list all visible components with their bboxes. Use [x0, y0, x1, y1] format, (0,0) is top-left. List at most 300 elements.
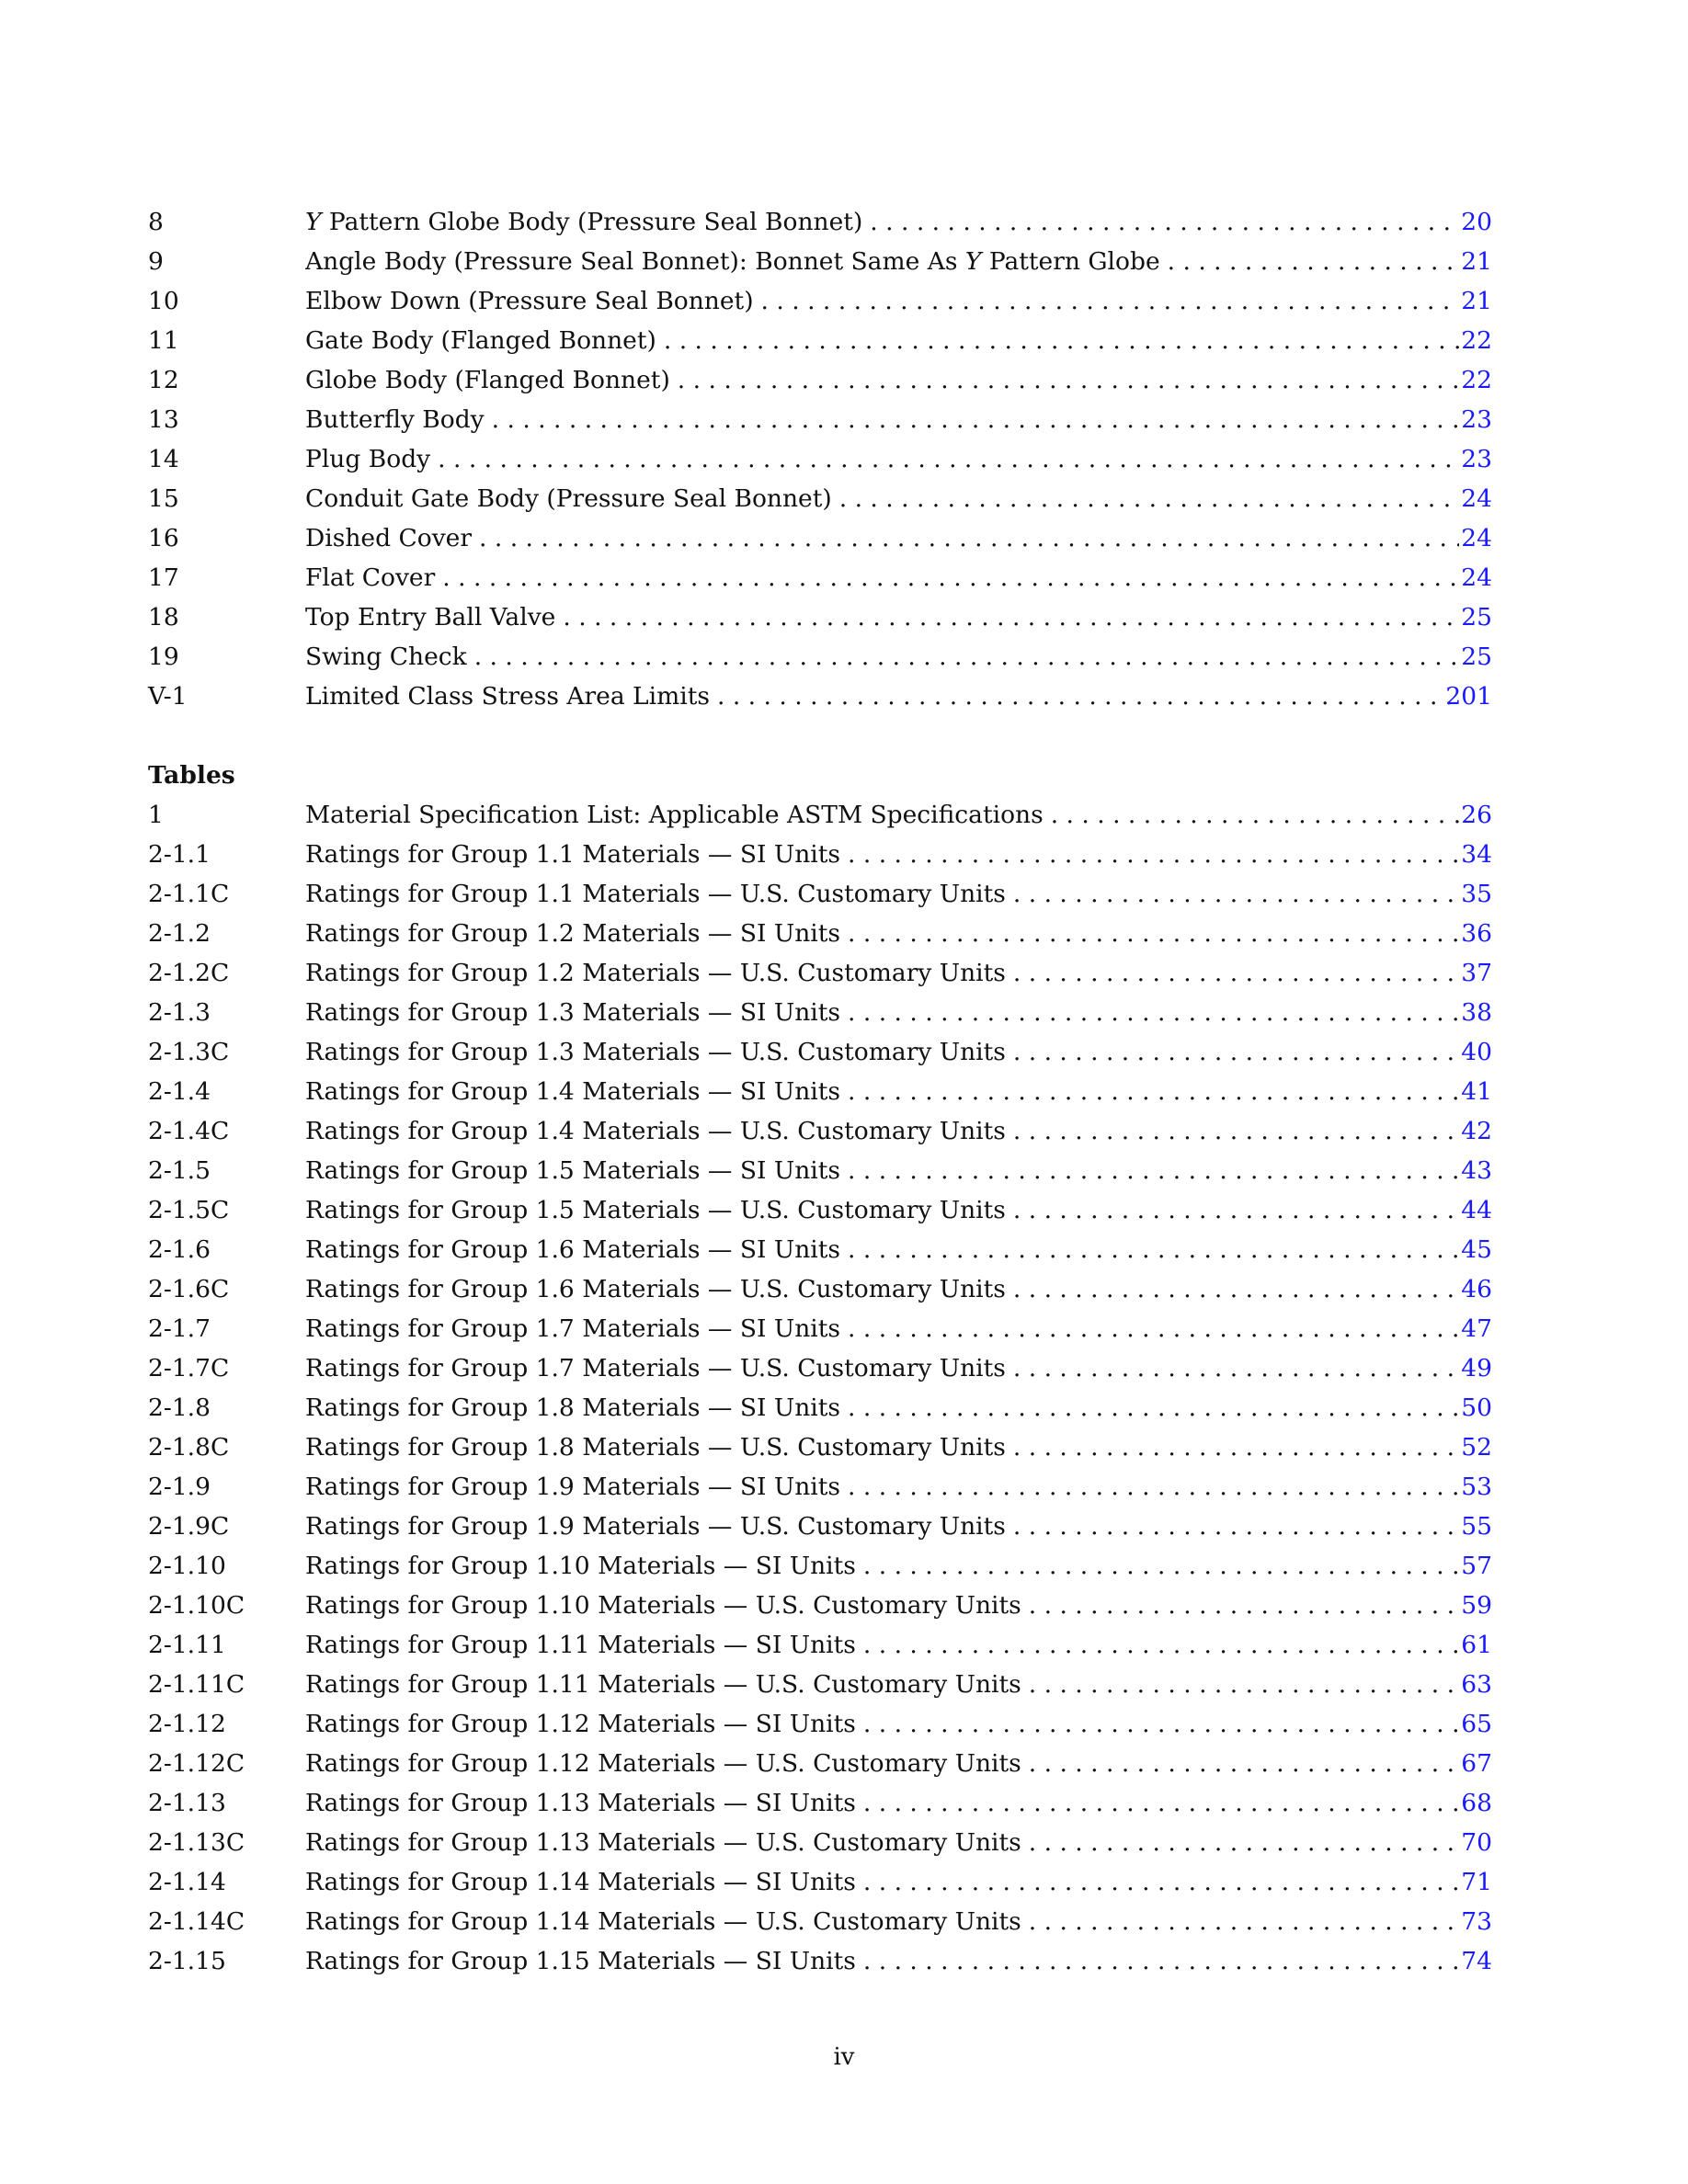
entry-title-wrap [305, 953, 1529, 993]
entry-title [305, 993, 840, 1032]
entry-title [305, 1665, 1021, 1704]
toc-entry[interactable] [148, 1111, 1492, 1151]
entry-title-wrap [305, 1467, 1529, 1507]
entry-number: V-1 [148, 682, 188, 711]
page-link[interactable]: 49 [1461, 1354, 1492, 1382]
toc-entry[interactable] [148, 1507, 1492, 1546]
entry-title [305, 637, 467, 677]
entry-title [305, 1111, 1006, 1151]
entry-title-wrap [305, 1507, 1529, 1546]
entry-title-wrap [305, 321, 1529, 360]
toc-entry[interactable] [148, 1823, 1492, 1862]
toc-entry[interactable] [148, 1546, 1492, 1586]
entry-number: 2-1.11C [148, 1670, 245, 1699]
entry-title-wrap [305, 1665, 1529, 1704]
dot-leader [1006, 1032, 1459, 1072]
entry-number: 2-1.13 [148, 1789, 226, 1817]
entry-title [305, 281, 754, 321]
entry-title-text: Ratings for Group 1.6 Materials — U.S. Customary Units [305, 1275, 1006, 1303]
entry-title-text: Top Entry Ball Valve [305, 603, 556, 631]
entry-title [305, 874, 1006, 914]
dot-leader [430, 439, 1459, 479]
page-link[interactable]: 34 [1461, 840, 1492, 869]
entry-number: 2-1.8 [148, 1393, 211, 1422]
page-link[interactable]: 24 [1461, 484, 1492, 513]
entry-title-text: Ratings for Group 1.3 Materials — U.S. Customary Units [305, 1038, 1006, 1066]
entry-title-wrap [305, 597, 1529, 637]
entry-number: 2-1.9 [148, 1473, 211, 1501]
entry-title-text: Ratings for Group 1.2 Materials — U.S. Customary Units [305, 959, 1006, 987]
dot-leader [1006, 1348, 1459, 1388]
page-link[interactable]: 63 [1461, 1670, 1492, 1699]
dot-leader [435, 558, 1459, 597]
dot-leader [670, 360, 1459, 400]
entry-number: 2-1.2C [148, 959, 230, 987]
toc-entry[interactable] [148, 914, 1492, 953]
toc-entry[interactable] [148, 321, 1492, 360]
toc-entry[interactable] [148, 281, 1492, 321]
entry-title-text: Flat Cover [305, 563, 436, 592]
entry-title [305, 202, 862, 242]
toc-entry[interactable] [148, 479, 1492, 518]
entry-title [305, 1507, 1006, 1546]
entry-title-text: Pattern Globe [981, 247, 1160, 276]
entry-title [305, 1388, 840, 1428]
entry-title-text: Swing Check [305, 643, 467, 671]
page-link[interactable]: 42 [1461, 1117, 1492, 1145]
dot-leader [832, 479, 1459, 518]
dot-leader [840, 1151, 1459, 1190]
entry-title [305, 1269, 1006, 1309]
page-link[interactable]: 61 [1461, 1631, 1492, 1659]
entry-title-wrap [305, 1428, 1529, 1467]
page-number: iv [833, 2043, 855, 2071]
entry-number: 2-1.10C [148, 1591, 245, 1620]
entry-title-text: Ratings for Group 1.4 Materials — SI Units [305, 1077, 841, 1106]
dot-leader [840, 1309, 1459, 1348]
entry-title-wrap [305, 1072, 1529, 1111]
entry-number: 17 [148, 563, 179, 592]
entry-title-text: Globe Body (Flanged Bonnet) [305, 366, 670, 394]
entry-title [305, 1625, 856, 1665]
dot-leader [856, 1625, 1459, 1665]
page-link[interactable]: 38 [1461, 998, 1492, 1027]
toc-entry[interactable] [148, 637, 1492, 677]
entry-number: 2-1.9C [148, 1512, 230, 1541]
entry-number: 14 [148, 445, 179, 473]
entry-title-text: Ratings for Group 1.2 Materials — SI Units [305, 919, 841, 948]
entry-title [305, 400, 485, 439]
entry-title-wrap [305, 1783, 1529, 1823]
toc-entry[interactable] [148, 1467, 1492, 1507]
figures-list [148, 202, 1492, 716]
toc-entry[interactable] [148, 795, 1492, 835]
toc-entry[interactable] [148, 993, 1492, 1032]
page-link[interactable]: 65 [1461, 1710, 1492, 1738]
entry-number: 2-1.1 [148, 840, 211, 869]
page-link[interactable]: 21 [1461, 287, 1492, 315]
entry-title-text: Ratings for Group 1.13 Materials — SI Units [305, 1789, 856, 1817]
entry-number: 2-1.4C [148, 1117, 230, 1145]
entry-title [305, 1151, 840, 1190]
page-link[interactable]: 74 [1461, 1947, 1492, 1975]
entry-title [305, 1032, 1006, 1072]
entry-title [305, 795, 1044, 835]
entry-title-text: Butterfly Body [305, 405, 485, 434]
entry-title [305, 360, 670, 400]
entry-title-wrap [305, 874, 1529, 914]
entry-title [305, 1744, 1021, 1783]
entry-title [305, 1823, 1021, 1862]
dot-leader [856, 1704, 1459, 1744]
toc-entry[interactable] [148, 597, 1492, 637]
entry-number: 8 [148, 208, 164, 236]
entry-number: 2-1.3 [148, 998, 211, 1027]
entry-title-text: Ratings for Group 1.7 Materials — U.S. Customary Units [305, 1354, 1006, 1382]
toc-entry[interactable] [148, 1783, 1492, 1823]
toc-entry[interactable] [148, 242, 1492, 281]
entry-title-text: Conduit Gate Body (Pressure Seal Bonnet) [305, 484, 832, 513]
entry-title-wrap [305, 439, 1529, 479]
entry-title [305, 321, 656, 360]
entry-title-text: Ratings for Group 1.4 Materials — U.S. Customary Units [305, 1117, 1006, 1145]
toc-entry[interactable] [148, 1032, 1492, 1072]
entry-title-wrap [305, 1823, 1529, 1862]
dot-leader [1006, 953, 1459, 993]
page-link[interactable]: 40 [1461, 1038, 1492, 1066]
entry-title-wrap [305, 518, 1529, 558]
toc-entry[interactable] [148, 400, 1492, 439]
entry-number: 2-1.11 [148, 1631, 226, 1659]
entry-title-text: Ratings for Group 1.12 Materials — U.S. Customary Units [305, 1749, 1021, 1778]
page-link[interactable]: 59 [1461, 1591, 1492, 1620]
page-link[interactable]: 55 [1461, 1512, 1492, 1541]
page-link[interactable]: 43 [1461, 1156, 1492, 1185]
entry-title-text: Ratings for Group 1.15 Materials — SI Units [305, 1947, 856, 1975]
dot-leader [1006, 874, 1459, 914]
entry-number: 13 [148, 405, 179, 434]
page-link[interactable]: 70 [1461, 1828, 1492, 1857]
dot-leader [1006, 1111, 1459, 1151]
dot-leader [472, 518, 1459, 558]
entry-title-text: Ratings for Group 1.5 Materials — U.S. Customary Units [305, 1196, 1006, 1224]
toc-entry[interactable] [148, 1190, 1492, 1230]
dot-leader [856, 1941, 1459, 1981]
entry-title-text: Ratings for Group 1.1 Materials — SI Units [305, 840, 841, 869]
entry-title-wrap [305, 1111, 1529, 1151]
tables-list [148, 795, 1492, 1981]
entry-number: 12 [148, 366, 179, 394]
toc-entry[interactable] [148, 1348, 1492, 1388]
dot-leader [1044, 795, 1459, 835]
entry-title-text: Ratings for Group 1.13 Materials — U.S. Customary Units [305, 1828, 1021, 1857]
entry-title-wrap [305, 1744, 1529, 1783]
entry-title [305, 1309, 840, 1348]
entry-number: 2-1.14 [148, 1868, 226, 1896]
entry-number: 2-1.3C [148, 1038, 230, 1066]
entry-title-wrap [305, 1941, 1529, 1981]
entry-title-text: Ratings for Group 1.9 Materials — SI Units [305, 1473, 841, 1501]
entry-title-italic: Y [964, 247, 982, 276]
toc-entry[interactable] [148, 439, 1492, 479]
page-link[interactable]: 52 [1461, 1433, 1492, 1462]
entry-title-wrap [305, 1032, 1529, 1072]
page-link[interactable]: 46 [1461, 1275, 1492, 1303]
page-link[interactable]: 26 [1461, 801, 1492, 829]
page-link[interactable]: 20 [1461, 208, 1492, 236]
page-link[interactable]: 67 [1461, 1749, 1492, 1778]
entry-title [305, 597, 555, 637]
entry-title-wrap [305, 558, 1529, 597]
toc-entry[interactable] [148, 1902, 1492, 1941]
entry-title-italic: Y [305, 208, 322, 236]
dot-leader [856, 1783, 1459, 1823]
dot-leader [1021, 1586, 1459, 1625]
entry-title-text: Ratings for Group 1.5 Materials — SI Units [305, 1156, 841, 1185]
entry-title [305, 1072, 840, 1111]
entry-number: 19 [148, 643, 179, 671]
dot-leader [1006, 1190, 1459, 1230]
entry-title [305, 1428, 1006, 1467]
page-link[interactable]: 24 [1461, 524, 1492, 552]
entry-title-wrap [305, 1190, 1529, 1230]
dot-leader [840, 835, 1459, 874]
dot-leader [710, 677, 1459, 716]
entry-number: 2-1.12 [148, 1710, 226, 1738]
entry-title [305, 1704, 856, 1744]
dot-leader [840, 914, 1459, 953]
entry-title [305, 1467, 840, 1507]
dot-leader [754, 281, 1459, 321]
entry-title [305, 1862, 856, 1902]
entry-title [305, 1783, 856, 1823]
entry-title [305, 439, 430, 479]
page-link[interactable]: 22 [1461, 366, 1492, 394]
entry-number: 2-1.6C [148, 1275, 230, 1303]
entry-title-text: Ratings for Group 1.8 Materials — U.S. Customary Units [305, 1433, 1006, 1462]
toc-entry[interactable] [148, 1151, 1492, 1190]
toc-entry[interactable] [148, 1072, 1492, 1111]
entry-title-text: Ratings for Group 1.1 Materials — U.S. Customary Units [305, 880, 1006, 908]
page-link[interactable]: 25 [1461, 603, 1492, 631]
entry-title-text: Ratings for Group 1.11 Materials — SI Units [305, 1631, 856, 1659]
dot-leader [862, 202, 1459, 242]
entry-title [305, 1230, 840, 1269]
dot-leader [1021, 1744, 1459, 1783]
dot-leader [467, 637, 1459, 677]
entry-number: 10 [148, 287, 179, 315]
page-link[interactable]: 36 [1461, 919, 1492, 948]
entry-title-text: Ratings for Group 1.14 Materials — SI Units [305, 1868, 856, 1896]
toc-entry[interactable] [148, 1309, 1492, 1348]
entry-title-text: Pattern Globe Body (Pressure Seal Bonnet) [321, 208, 863, 236]
entry-title [305, 1941, 856, 1981]
entry-title-wrap [305, 242, 1529, 281]
entry-title-text: Ratings for Group 1.14 Materials — U.S. Customary Units [305, 1907, 1021, 1936]
page-link[interactable]: 35 [1461, 880, 1492, 908]
entry-number: 2-1.2 [148, 919, 211, 948]
dot-leader [1021, 1902, 1459, 1941]
entry-title-text: Material Specification List: Applicable ASTM Specifications [305, 801, 1044, 829]
entry-title-wrap [305, 202, 1529, 242]
page-link[interactable]: 53 [1461, 1473, 1492, 1501]
page-link[interactable]: 45 [1461, 1235, 1492, 1264]
entry-title-text: Ratings for Group 1.12 Materials — SI Units [305, 1710, 856, 1738]
entry-title-wrap [305, 479, 1529, 518]
toc-entry[interactable] [148, 558, 1492, 597]
dot-leader [1006, 1269, 1459, 1309]
toc-entry[interactable] [148, 874, 1492, 914]
entry-title-wrap [305, 1546, 1529, 1586]
dot-leader [840, 1388, 1459, 1428]
entry-title [305, 1546, 856, 1586]
entry-title-wrap [305, 1348, 1529, 1388]
page-link[interactable]: 37 [1461, 959, 1492, 987]
entry-title [305, 677, 710, 716]
toc-entry[interactable] [148, 1625, 1492, 1665]
page-link[interactable]: 21 [1461, 247, 1492, 276]
toc-entry[interactable] [148, 1230, 1492, 1269]
entry-title-text: Ratings for Group 1.3 Materials — SI Units [305, 998, 841, 1027]
entry-title-wrap [305, 835, 1529, 874]
entry-title-wrap [305, 1586, 1529, 1625]
table-of-contents [148, 202, 1492, 1981]
entry-title-wrap [305, 914, 1529, 953]
page-link[interactable]: 22 [1461, 326, 1492, 355]
toc-entry[interactable] [148, 1941, 1492, 1981]
entry-number: 2-1.15 [148, 1947, 226, 1975]
entry-number: 9 [148, 247, 164, 276]
entry-title-wrap [305, 1388, 1529, 1428]
dot-leader [840, 1467, 1459, 1507]
entry-number: 2-1.7 [148, 1314, 211, 1343]
toc-entry[interactable] [148, 1744, 1492, 1783]
entry-title-wrap [305, 677, 1529, 716]
entry-title [305, 953, 1006, 993]
entry-title-text: Ratings for Group 1.8 Materials — SI Units [305, 1393, 841, 1422]
page-link[interactable]: 57 [1461, 1552, 1492, 1580]
page-link[interactable]: 24 [1461, 563, 1492, 592]
entry-number: 11 [148, 326, 179, 355]
toc-entry[interactable] [148, 1269, 1492, 1309]
entry-title-text: Angle Body (Pressure Seal Bonnet): Bonnet Same As [305, 247, 965, 276]
entry-title-wrap [305, 1151, 1529, 1190]
dot-leader [1006, 1428, 1459, 1467]
entry-number: 2-1.10 [148, 1552, 226, 1580]
entry-title [305, 1586, 1021, 1625]
page-link[interactable]: 23 [1461, 445, 1492, 473]
toc-entry[interactable] [148, 360, 1492, 400]
dot-leader [485, 400, 1459, 439]
entry-title [305, 242, 1160, 281]
dot-leader [856, 1862, 1459, 1902]
entry-number: 2-1.6 [148, 1235, 211, 1264]
entry-number: 2-1.13C [148, 1828, 245, 1857]
toc-entry[interactable] [148, 677, 1492, 716]
entry-title-wrap [305, 1309, 1529, 1348]
entry-title-wrap [305, 795, 1529, 835]
entry-title-wrap [305, 360, 1529, 400]
entry-title-wrap [305, 400, 1529, 439]
entry-title-text: Ratings for Group 1.7 Materials — SI Units [305, 1314, 841, 1343]
entry-title [305, 479, 832, 518]
toc-entry[interactable] [148, 1862, 1492, 1902]
entry-title-text: Ratings for Group 1.9 Materials — U.S. Customary Units [305, 1512, 1006, 1541]
entry-title-text: Elbow Down (Pressure Seal Bonnet) [305, 287, 754, 315]
dot-leader [840, 1072, 1459, 1111]
toc-entry[interactable] [148, 1704, 1492, 1744]
page-link[interactable]: 41 [1461, 1077, 1492, 1106]
page-link[interactable]: 201 [1445, 682, 1492, 711]
entry-title [305, 914, 840, 953]
toc-entry[interactable] [148, 1665, 1492, 1704]
entry-title [305, 518, 472, 558]
entry-title [305, 835, 840, 874]
entry-title-wrap [305, 1230, 1529, 1269]
page-link[interactable]: 23 [1461, 405, 1492, 434]
entry-title-text: Dished Cover [305, 524, 473, 552]
page-link[interactable]: 25 [1461, 643, 1492, 671]
toc-entry[interactable] [148, 1388, 1492, 1428]
entry-title [305, 1348, 1006, 1388]
dot-leader [840, 993, 1459, 1032]
entry-number: 2-1.1C [148, 880, 230, 908]
entry-title [305, 1902, 1021, 1941]
entry-title-text: Ratings for Group 1.10 Materials — U.S. Customary Units [305, 1591, 1021, 1620]
toc-entry[interactable] [148, 202, 1492, 242]
entry-title-text: Plug Body [305, 445, 431, 473]
entry-number: 2-1.5 [148, 1156, 211, 1185]
entry-number: 2-1.4 [148, 1077, 211, 1106]
toc-entry[interactable] [148, 835, 1492, 874]
page-link[interactable]: 44 [1461, 1196, 1492, 1224]
entry-number: 2-1.14C [148, 1907, 245, 1936]
entry-title [305, 558, 435, 597]
toc-entry[interactable] [148, 518, 1492, 558]
page-link[interactable]: 73 [1461, 1907, 1492, 1936]
entry-title-text: Limited Class Stress Area Limits [305, 682, 710, 711]
entry-title-wrap [305, 1902, 1529, 1941]
page-link[interactable]: 71 [1461, 1868, 1492, 1896]
entry-title-text: Ratings for Group 1.6 Materials — SI Units [305, 1235, 841, 1264]
toc-entry[interactable] [148, 953, 1492, 993]
dot-leader [1021, 1665, 1459, 1704]
page-link[interactable]: 50 [1461, 1393, 1492, 1422]
entry-number: 2-1.12C [148, 1749, 245, 1778]
entry-number: 15 [148, 484, 179, 513]
entry-title-wrap [305, 637, 1529, 677]
entry-number: 2-1.5C [148, 1196, 230, 1224]
entry-title-wrap [305, 1269, 1529, 1309]
dot-leader [1021, 1823, 1459, 1862]
page-link[interactable]: 68 [1461, 1789, 1492, 1817]
entry-title-text: Gate Body (Flanged Bonnet) [305, 326, 656, 355]
toc-entry[interactable] [148, 1586, 1492, 1625]
tables-heading: Tables [148, 761, 235, 790]
toc-entry[interactable] [148, 1428, 1492, 1467]
entry-title-text: Ratings for Group 1.10 Materials — SI Units [305, 1552, 856, 1580]
dot-leader [840, 1230, 1459, 1269]
entry-number: 18 [148, 603, 179, 631]
entry-title-wrap [305, 1862, 1529, 1902]
page-link[interactable]: 47 [1461, 1314, 1492, 1343]
dot-leader [555, 597, 1459, 637]
entry-title-wrap [305, 993, 1529, 1032]
entry-title-text: Ratings for Group 1.11 Materials — U.S. Customary Units [305, 1670, 1021, 1699]
entry-title [305, 1190, 1006, 1230]
entry-number: 2-1.7C [148, 1354, 230, 1382]
entry-number: 1 [148, 801, 164, 829]
